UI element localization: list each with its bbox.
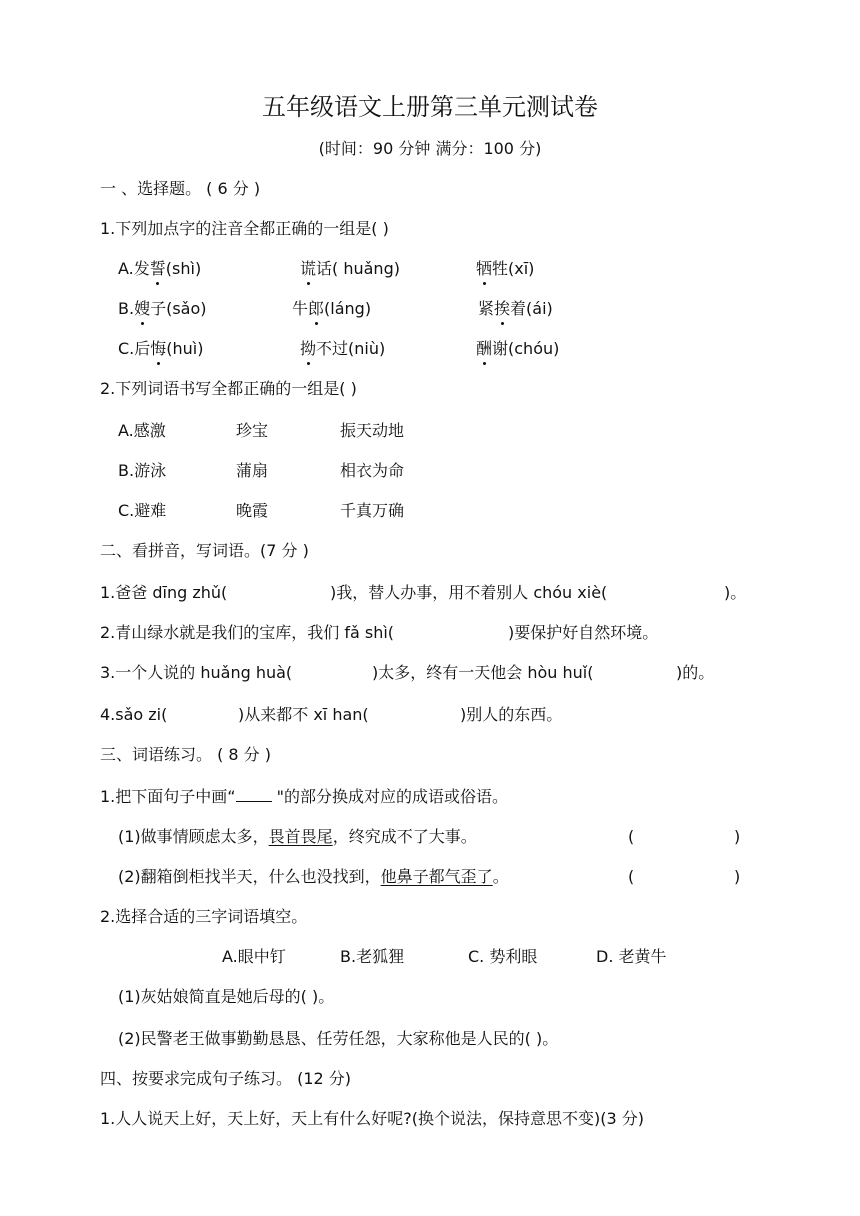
q1-1-stem: 1.下列加点字的注音全都正确的一组是( ) (100, 219, 389, 238)
option-item: B.老狐狸 (340, 947, 405, 966)
option-item: 相衣为命 (340, 461, 405, 480)
option-item: 牛郎(láng) (292, 299, 372, 318)
section-1-heading: 一 、选择题。 ( 6 分 ) (100, 179, 261, 198)
text-segment: 3.一个人说的 huǎng huà( (100, 663, 293, 682)
exam-time-score: (时间：90 分钟 满分：100 分) (318, 139, 542, 158)
option-item: B.游泳 (118, 461, 167, 480)
sentence-text: (2)翻箱倒柜找半天，什么也没找到，他鼻子都气歪了。 (118, 867, 509, 886)
underline-sample (236, 787, 272, 802)
text-segment: )要保护好自然环境。 (508, 623, 659, 642)
page-title: 五年级语文上册第三单元测试卷 (262, 93, 598, 121)
section-3-heading: 三、词语练习。 ( 8 分 ) (100, 745, 272, 764)
option-item: 珍宝 (236, 421, 269, 440)
q3-2-stem: 2.选择合适的三字词语填空。 (100, 907, 308, 926)
option-item: 千真万确 (340, 501, 405, 520)
option-item: D. 老黄牛 (596, 947, 667, 966)
sentence-text: (1)做事情顾虑太多，畏首畏尾，终究成不了大事。 (118, 827, 477, 846)
option-item: 晚霞 (236, 501, 269, 520)
text-segment: )的。 (676, 663, 715, 682)
option-item: C.避难 (118, 501, 167, 520)
text-segment: )从来都不 xī han( (238, 705, 369, 724)
option-item: 拗不过(niù) (300, 339, 386, 358)
underlined-phrase: 畏首畏尾 (268, 827, 333, 846)
option-item: C. 势利眼 (468, 947, 538, 966)
q3-2-fill-2: (2)民警老王做事勤勤恳恳、任劳任怨，大家称他是人民的( )。 (118, 1029, 559, 1048)
text-segment: )太多，终有一天他会 hòu huǐ( (372, 663, 594, 682)
option-item: B.嫂子(sǎo) (118, 299, 207, 318)
option-item: 牺牲(xī) (476, 259, 535, 278)
underlined-phrase: 他鼻子都气歪了 (380, 867, 493, 886)
text-segment: )。 (724, 583, 747, 602)
option-item: A.感激 (118, 421, 166, 440)
q3-2-fill-1: (1)灰姑娘简直是她后母的( )。 (118, 987, 335, 1006)
option-item: 酬谢(chóu) (476, 339, 560, 358)
text-segment: )别人的东西。 (460, 705, 563, 724)
q4-1-stem: 1.人人说天上好，天上好，天上有什么好呢?(换个说法，保持意思不变)(3 分) (100, 1109, 644, 1128)
option-item: C.后悔(huì) (118, 339, 204, 358)
answer-paren-close: ) (734, 867, 741, 886)
option-item: 谎话( huǎng) (300, 259, 400, 278)
option-item: 紧挨着(ái) (478, 299, 553, 318)
answer-paren-open: ( (628, 827, 635, 846)
text-segment: 1.爸爸 dīng zhǔ( (100, 583, 228, 602)
answer-paren-open: ( (628, 867, 635, 886)
section-4-heading: 四、按要求完成句子练习。 (12 分) (100, 1069, 352, 1088)
section-2-heading: 二、看拼音，写词语。(7 分 ) (100, 541, 309, 560)
option-item: A.发誓(shì) (118, 259, 202, 278)
option-item: A.眼中钉 (222, 947, 286, 966)
option-item: 振天动地 (340, 421, 405, 440)
text-segment: )我，替人办事，用不着别人 chóu xiè( (330, 583, 608, 602)
q1-2-stem: 2.下列词语书写全都正确的一组是( ) (100, 379, 357, 398)
q3-1-stem: 1.把下面句子中画“ "的部分换成对应的成语或俗语。 (100, 787, 509, 806)
option-item: 蒲扇 (236, 461, 269, 480)
text-segment: 4.sǎo zi( (100, 705, 168, 724)
text-segment: 2.青山绿水就是我们的宝库，我们 fǎ shì( (100, 623, 395, 642)
answer-paren-close: ) (734, 827, 741, 846)
